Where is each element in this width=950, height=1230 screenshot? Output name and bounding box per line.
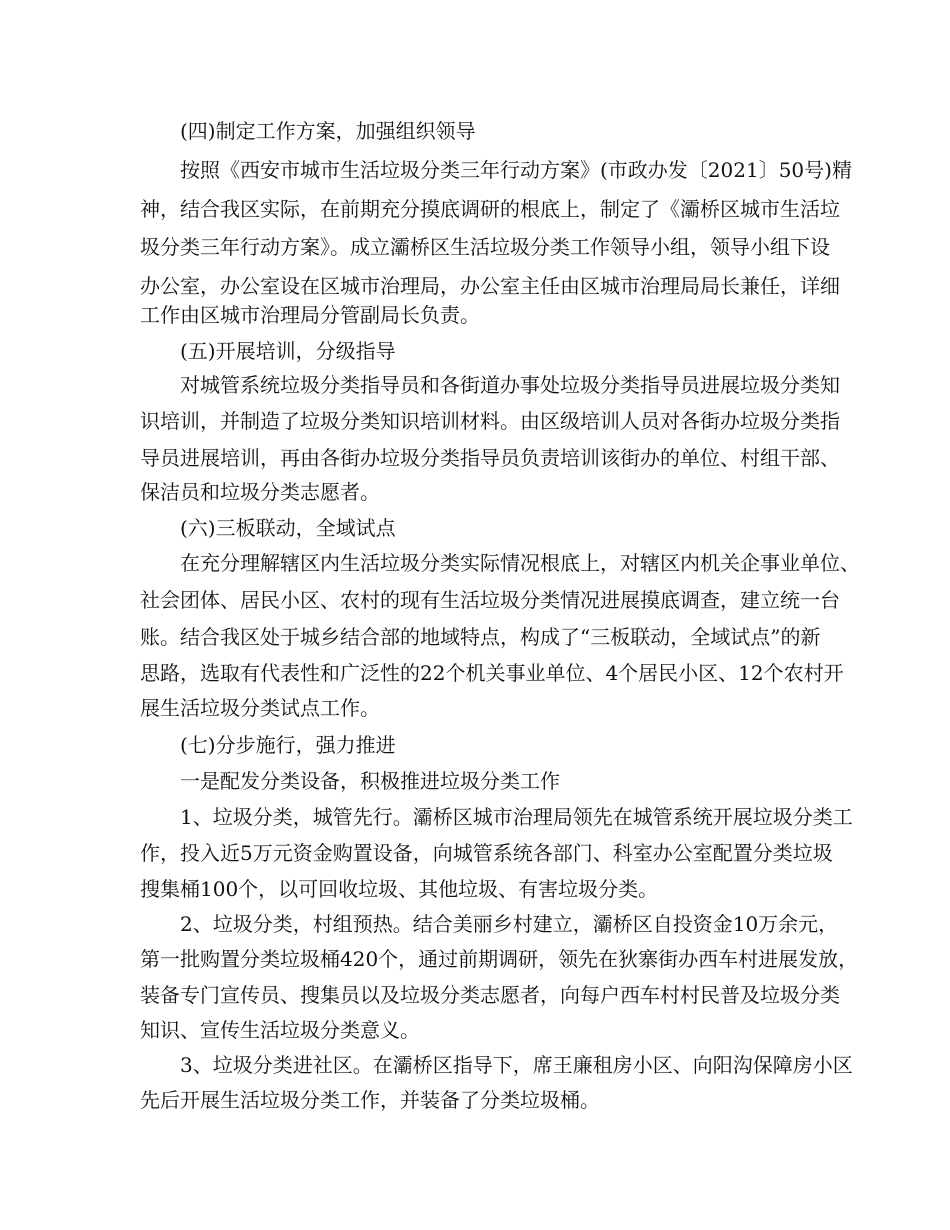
paragraph-line: 在充分理解辖区内生活垃圾分类实际情况根底上，对辖区内机关企事业单位、 — [180, 551, 860, 575]
paragraph-line: 先后开展生活垃圾分类工作，并装备了分类垃圾桶。 — [140, 1088, 600, 1112]
paragraph-line: 装备专门宣传员、搜集员以及垃圾分类志愿者，向每户西车村村民普及垃圾分类 — [140, 983, 840, 1007]
paragraph-line: 第一批购置分类垃圾桶420个，通过前期调研，领先在狄寨街办西车村进展发放， — [140, 947, 859, 971]
paragraph-line: 展生活垃圾分类试点工作。 — [140, 696, 380, 720]
paragraph-line: 思路，选取有代表性和广泛性的22个机关事业单位、4个居民小区、12个农村开 — [140, 661, 844, 685]
section-heading-7: (七)分步施行，强力推进 — [180, 733, 396, 757]
paragraph-line: 圾分类三年行动方案》。成立灞桥区生活垃圾分类工作领导小组，领导小组下设 — [140, 235, 830, 259]
paragraph-line: 社会团体、居民小区、农村的现有生活垃圾分类情况进展摸底调查，建立统一台 — [140, 588, 840, 612]
paragraph-line: 工作由区城市治理局分管副局长负责。 — [140, 303, 480, 327]
paragraph-line: 办公室，办公室设在区城市治理局，办公室主任由区城市治理局局长兼任，详细 — [140, 274, 840, 298]
subheading-line: 一是配发分类设备，积极推进垃圾分类工作 — [180, 769, 560, 793]
paragraph-line: 保洁员和垃圾分类志愿者。 — [140, 480, 380, 504]
paragraph-line: 识培训，并制造了垃圾分类知识培训材料。由区级培训人员对各街办垃圾分类指 — [140, 409, 840, 433]
paragraph-line: 知识、宣传生活垃圾分类意义。 — [140, 1018, 420, 1042]
section-heading-5: (五)开展培训，分级指导 — [180, 339, 396, 363]
paragraph-line: 1、垃圾分类，城管先行。灞桥区城市治理局领先在城管系统开展垃圾分类工 — [180, 805, 853, 829]
section-heading-6: (六)三板联动，全域试点 — [180, 516, 396, 540]
paragraph-line: 账。结合我区处于城乡结合部的地域特点，构成了“三板联动，全域试点”的新 — [140, 625, 821, 649]
paragraph-line: 2、垃圾分类，村组预热。结合美丽乡村建立，灞桥区自投资金10万余元， — [180, 912, 839, 936]
paragraph-line: 神，结合我区实际，在前期充分摸底调研的根底上，制定了《灞桥区城市生活垃 — [140, 197, 840, 221]
section-heading-4: (四)制定工作方案，加强组织领导 — [180, 119, 476, 143]
paragraph-line: 3、垃圾分类进社区。在灞桥区指导下，席王廉租房小区、向阳沟保障房小区 — [180, 1053, 853, 1077]
paragraph-line: 导员进展培训，再由各街办垃圾分类指导员负责培训该街办的单位、村组干部、 — [140, 446, 840, 470]
paragraph-line: 对城管系统垃圾分类指导员和各街道办事处垃圾分类指导员进展垃圾分类知 — [180, 373, 840, 397]
paragraph-line: 作，投入近5万元资金购置设备，向城管系统各部门、科室办公室配置分类垃圾 — [140, 841, 833, 865]
paragraph-line: 按照《西安市城市生活垃圾分类三年行动方案》(市政办发〔2021〕50号)精 — [180, 158, 852, 182]
paragraph-line: 搜集桶100个，以可回收垃圾、其他垃圾、有害垃圾分类。 — [140, 877, 659, 901]
